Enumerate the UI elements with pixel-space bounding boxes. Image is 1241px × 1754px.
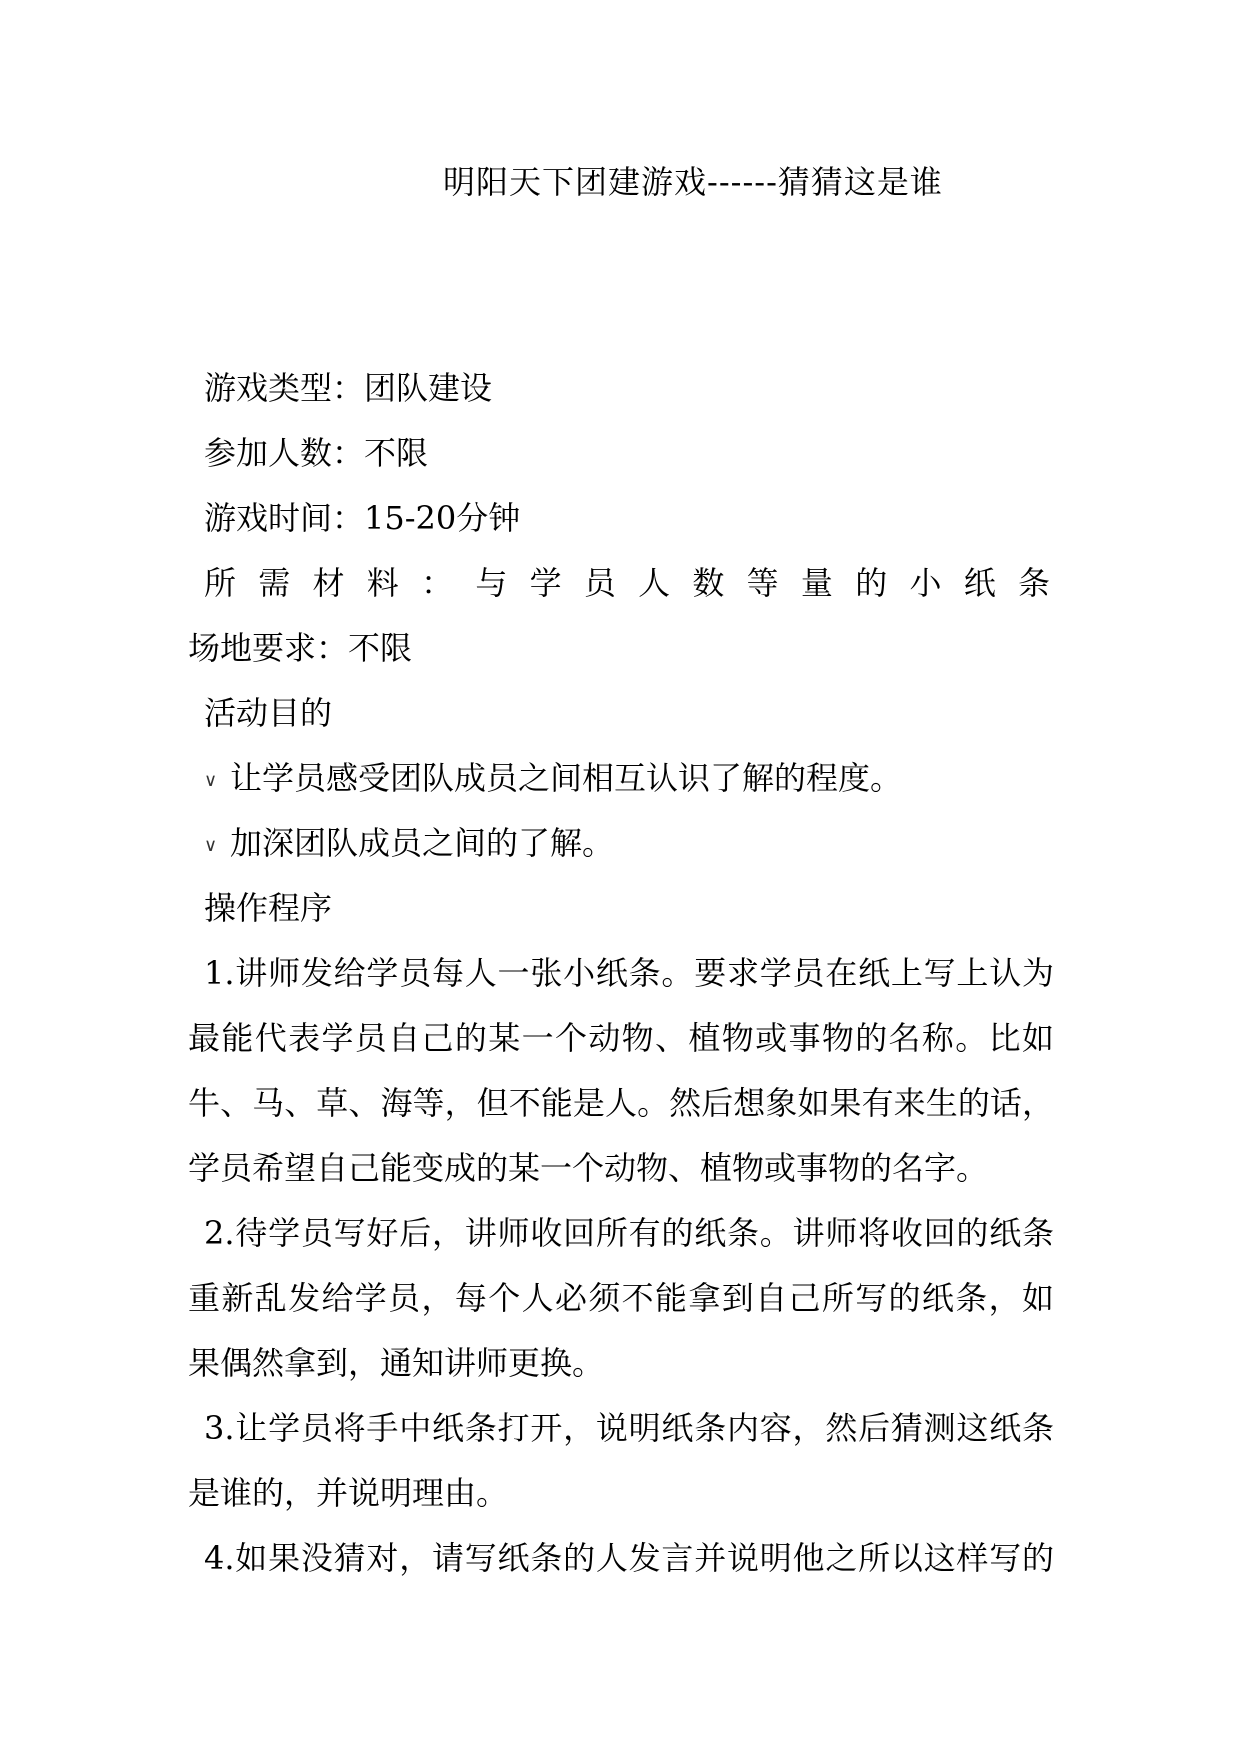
materials-char: 纸 — [963, 564, 996, 602]
procedure-step-4-line: 4.如果没猜对，请写纸条的人发言并说明他之所以这样写的 — [204, 1539, 1054, 1577]
document-body — [188, 356, 1054, 1591]
objective-text: 让学员感受团队成员之间相互认识了解的程度。 — [230, 759, 903, 797]
document-title: 明阳天下团建游戏------猜猜这是谁 — [443, 163, 943, 201]
procedure-step-2-line: 重新乱发给学员，每个人必须不能拿到自己所写的纸条，如 — [188, 1279, 1054, 1317]
materials-char: 数 — [692, 564, 725, 602]
materials-char: 的 — [855, 564, 888, 602]
procedure-heading: 操作程序 — [204, 889, 333, 927]
check-bullet-icon: ∨ — [204, 835, 218, 856]
materials-char: 量 — [800, 564, 833, 602]
materials-char: 小 — [909, 564, 942, 602]
objective-text: 加深团队成员之间的了解。 — [230, 824, 615, 862]
procedure-step-1-line: 最能代表学员自己的某一个动物、植物或事物的名称。比如 — [188, 1019, 1054, 1057]
objective-item — [188, 746, 1054, 811]
procedure-step-3-line: 3.让学员将手中纸条打开，说明纸条内容，然后猜测这纸条 — [204, 1409, 1054, 1447]
venue-line: 场地要求：不限 — [188, 629, 413, 667]
procedure-step-1-line: 学员希望自己能变成的某一个动物、植物或事物的名字。 — [188, 1149, 989, 1187]
materials-char: 料 — [366, 564, 399, 602]
check-bullet-icon: ∨ — [204, 770, 218, 791]
procedure-step-1-line: 1.讲师发给学员每人一张小纸条。要求学员在纸上写上认为 — [204, 954, 1054, 992]
materials-char: 等 — [746, 564, 779, 602]
objective-item — [188, 811, 1054, 876]
objectives-heading: 活动目的 — [204, 694, 333, 732]
players-line: 参加人数：不限 — [204, 434, 429, 472]
procedure-step-3-line: 是谁的，并说明理由。 — [188, 1474, 509, 1512]
materials-char: 材 — [312, 564, 345, 602]
procedure-step-1-line: 牛、马、草、海等，但不能是人。然后想象如果有来生的话， — [188, 1084, 1054, 1122]
materials-char: 需 — [258, 564, 291, 602]
time-line: 游戏时间：15-20分钟 — [204, 499, 521, 537]
procedure-step-2-line: 2.待学员写好后，讲师收回所有的纸条。讲师将收回的纸条 — [204, 1214, 1054, 1252]
materials-char: 所 — [204, 564, 237, 602]
materials-char: 与 — [475, 564, 508, 602]
procedure-step-2-line: 果偶然拿到，通知讲师更换。 — [188, 1344, 605, 1382]
materials-char: 员 — [583, 564, 616, 602]
materials-char: 条 — [1017, 564, 1050, 602]
materials-char: ： — [421, 564, 454, 602]
materials-line — [188, 551, 1054, 616]
materials-char: 人 — [638, 564, 671, 602]
game-type-line: 游戏类型：团队建设 — [204, 369, 493, 407]
materials-char: 学 — [529, 564, 562, 602]
